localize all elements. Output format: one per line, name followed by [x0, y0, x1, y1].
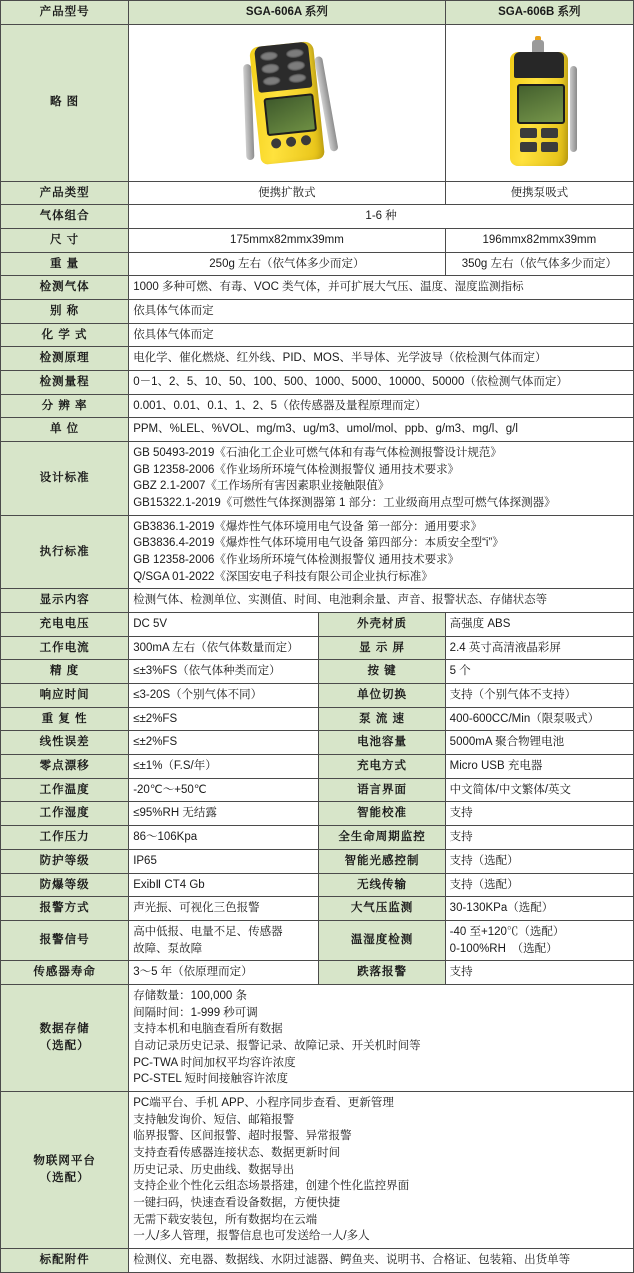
value-ip-rating: IP65: [129, 849, 319, 873]
row-label-range: 检测量程: [1, 371, 129, 395]
row-label-data-storage-line1: 数据存储: [39, 1023, 90, 1036]
value-smart-calibration: 支持: [445, 802, 633, 826]
design-standard-line: GB 12358-2006《作业场所环境气体检测报警仪 通用技术要求》: [133, 463, 460, 476]
row-label-alias: 别 称: [1, 300, 129, 324]
iot-platform-line: 支持查看传感器连接状态、数据更新时间: [133, 1146, 341, 1159]
value-gas-combo: 1-6 种: [129, 205, 634, 229]
design-standard-line: GBZ 2.1-2007《工作场所有害因素职业接触限值》: [133, 480, 390, 493]
row-label-linearity: 线性误差: [1, 731, 129, 755]
row-label-ex-rating: 防爆等级: [1, 873, 129, 897]
value-weight-a: 250g 左右（依气体多少而定）: [129, 252, 445, 276]
table-row-unit: [1, 418, 634, 442]
temp-humidity-line: -40 至+120℃（选配）: [449, 925, 565, 938]
table-row-exec-standard: [1, 515, 634, 589]
exec-standard-line: GB3836.1-2019《爆炸性气体环境用电气设备 第一部分：通用要求》: [133, 520, 483, 533]
row-label-light-sense: 智能光感控制: [319, 849, 445, 873]
design-standard-line: GB 50493-2019《石油化工企业可燃气体和有毒气体检测报警设计规范》: [133, 447, 502, 460]
exec-standard-line: Q/SGA 01-2022《深国安电子科技有限公司企业执行标准》: [133, 570, 433, 583]
value-weight-b: 350g 左右（依气体多少而定）: [445, 252, 633, 276]
value-screen: 2.4 英寸高清液晶彩屏: [445, 636, 633, 660]
value-linearity: ≤±2%FS: [129, 731, 319, 755]
row-label-wireless: 无线传输: [319, 873, 445, 897]
row-label-resolution: 分 辨 率: [1, 394, 129, 418]
table-row-range: [1, 371, 634, 395]
value-alarm-mode: 声光振、可视化三色报警: [129, 897, 319, 921]
value-light-sense: 支持（选配）: [445, 849, 633, 873]
row-label-product-type: 产品类型: [1, 181, 129, 205]
value-response-time: ≤3-20S（个别气体不同）: [129, 684, 319, 708]
table-row-work-pressure: [1, 826, 634, 850]
row-label-work-humidity: 工作湿度: [1, 802, 129, 826]
row-label-data-storage-line2: （选配）: [39, 1039, 90, 1052]
data-storage-line: 自动记录历史记录、报警记录、故障记录、开关机时间等: [133, 1039, 421, 1052]
value-design-standard: [129, 442, 634, 516]
row-label-weight: 重 量: [1, 252, 129, 276]
row-label-battery: 电池容量: [319, 731, 445, 755]
row-label-zero-drift: 零点漂移: [1, 755, 129, 779]
row-label-iot-platform-line1: 物联网平台: [33, 1155, 96, 1168]
value-accuracy: ≤±3%FS（依气体种类而定）: [129, 660, 319, 684]
value-size-a: 175mmx82mmx39mm: [129, 229, 445, 253]
value-data-storage: [129, 984, 634, 1091]
design-standard-line: GB15322.1-2019《可燃性气体探测器第 1 部分：工业级商用点型可燃气体探测器》: [133, 497, 556, 510]
value-unit: PPM、%LEL、%VOL、mg/m3、ug/m3、umol/mol、ppb、g/m3、mg/l、g/l: [129, 418, 634, 442]
row-label-screen: 显 示 屏: [319, 636, 445, 660]
value-work-current: 300mA 左右（依气体数量而定）: [129, 636, 319, 660]
row-label-work-temp: 工作温度: [1, 778, 129, 802]
value-work-pressure: 86～106Kpa: [129, 826, 319, 850]
exec-standard-line: GB3836.4-2019《爆炸性气体环境用电气设备 第四部分：本质安全型“i”》: [133, 537, 504, 550]
value-drop-alarm: 支持: [445, 961, 633, 985]
value-display-content: 检测气体、检测单位、实测值、时间、电池剩余量、声音、报警状态、存储状态等: [129, 589, 634, 613]
value-shell-material: 高强度 ABS: [445, 613, 633, 637]
value-alias: 依具体气体而定: [129, 300, 634, 324]
value-iot-platform: [129, 1091, 634, 1248]
value-accessories: 检测仪、充电器、数据线、水阴过滤器、鳄鱼夹、说明书、合格证、包装箱、出货单等: [129, 1248, 634, 1272]
value-keys: 5 个: [445, 660, 633, 684]
table-row-work-current: [1, 636, 634, 660]
value-range: 0－1、2、5、10、50、100、500、1000、5000、10000、50000（依检测气体而定）: [129, 371, 634, 395]
row-label-sensor-life: 传感器寿命: [1, 961, 129, 985]
row-label-iot-platform: [1, 1091, 129, 1248]
value-alarm-signal: [129, 920, 319, 960]
table-row-charge-voltage: [1, 613, 634, 637]
row-label-size: 尺 寸: [1, 229, 129, 253]
iot-platform-line: 支持企业个性化云组态场景搭建，创建个性化监控界面: [133, 1180, 410, 1193]
iot-platform-line: 历史记录、历史曲线、数据导出: [133, 1163, 295, 1176]
data-storage-line: PC-STEL 短时间接触容许浓度: [133, 1073, 289, 1086]
row-label-detect-gas: 检测气体: [1, 276, 129, 300]
row-label-unit: 单 位: [1, 418, 129, 442]
table-row-sketch: [1, 24, 634, 181]
row-label-exec-standard: 执行标准: [1, 515, 129, 589]
row-label-gas-combo: 气体组合: [1, 205, 129, 229]
row-label-accuracy: 精 度: [1, 660, 129, 684]
table-row-product-type: [1, 181, 634, 205]
row-label-formula: 化 学 式: [1, 323, 129, 347]
row-label-lifecycle-monitor: 全生命周期监控: [319, 826, 445, 850]
row-label-sketch: 略 图: [1, 24, 129, 181]
table-row-ex-rating: [1, 873, 634, 897]
data-storage-line: 支持本机和电脑查看所有数据: [133, 1023, 283, 1036]
table-row-display-content: [1, 589, 634, 613]
row-label-data-storage: [1, 984, 129, 1091]
row-label-alarm-mode: 报警方式: [1, 897, 129, 921]
value-charge-mode: Micro USB 充电器: [445, 755, 633, 779]
table-row-data-storage: [1, 984, 634, 1091]
row-label-display-content: 显示内容: [1, 589, 129, 613]
row-label-ip-rating: 防护等级: [1, 849, 129, 873]
row-label-iot-platform-line2: （选配）: [39, 1171, 90, 1184]
table-row-resolution: [1, 394, 634, 418]
row-label-charge-voltage: 充电电压: [1, 613, 129, 637]
device-image-a-cell: [129, 24, 445, 181]
table-row-response-time: [1, 684, 634, 708]
table-row-design-standard: [1, 442, 634, 516]
value-work-temp: -20℃～+50℃: [129, 778, 319, 802]
value-repeatability: ≤±2%FS: [129, 707, 319, 731]
table-row-alarm-signal: [1, 920, 634, 960]
row-label-drop-alarm: 跌落报警: [319, 961, 445, 985]
value-size-b: 196mmx82mmx39mm: [445, 229, 633, 253]
value-zero-drift: ≤±1%（F.S/年）: [129, 755, 319, 779]
table-row-repeatability: [1, 707, 634, 731]
value-work-humidity: ≤95%RH 无结露: [129, 802, 319, 826]
pump-gas-detector-icon: [510, 40, 568, 166]
table-row-formula: [1, 323, 634, 347]
alarm-signal-line: 高中低报、电量不足、传感器: [133, 925, 283, 938]
value-battery: 5000mA 聚合物锂电池: [445, 731, 633, 755]
table-row-principle: [1, 347, 634, 371]
iot-platform-line: PC端平台、手机 APP、小程序同步查看、更新管理: [133, 1096, 394, 1109]
table-row-linearity: [1, 731, 634, 755]
row-label-charge-mode: 充电方式: [319, 755, 445, 779]
row-label-model: 产品型号: [1, 1, 129, 25]
value-temp-humidity: [445, 920, 633, 960]
row-label-principle: 检测原理: [1, 347, 129, 371]
table-row-ip-rating: [1, 849, 634, 873]
value-charge-voltage: DC 5V: [129, 613, 319, 637]
row-label-unit-switch: 单位切换: [319, 684, 445, 708]
header-model-b: SGA-606B 系列: [445, 1, 633, 25]
row-label-pressure-monitor: 大气压监测: [319, 897, 445, 921]
row-label-alarm-signal: 报警信号: [1, 920, 129, 960]
value-ex-rating: ExibⅡ CT4 Gb: [129, 873, 319, 897]
row-label-smart-calibration: 智能校准: [319, 802, 445, 826]
value-formula: 依具体气体而定: [129, 323, 634, 347]
value-lifecycle-monitor: 支持: [445, 826, 633, 850]
table-row-header: [1, 1, 634, 25]
value-wireless: 支持（选配）: [445, 873, 633, 897]
table-row-size: [1, 229, 634, 253]
value-pump-flow: 400-600CC/Min（限泵吸式）: [445, 707, 633, 731]
value-product-type-a: 便携扩散式: [129, 181, 445, 205]
data-storage-line: PC-TWA 时间加权平均容许浓度: [133, 1056, 296, 1069]
row-label-keys: 按 键: [319, 660, 445, 684]
data-storage-line: 存储数量：100,000 条: [133, 989, 247, 1002]
value-unit-switch: 支持（个别气体不支持）: [445, 684, 633, 708]
value-language: 中文简体/中文繁体/英文: [445, 778, 633, 802]
device-image-b-cell: [445, 24, 633, 181]
value-pressure-monitor: 30-130KPa（选配）: [445, 897, 633, 921]
table-row-work-humidity: [1, 802, 634, 826]
table-row-iot-platform: [1, 1091, 634, 1248]
table-row-sensor-life: [1, 961, 634, 985]
row-label-accessories: 标配附件: [1, 1248, 129, 1272]
table-row-alias: [1, 300, 634, 324]
table-row-detect-gas: [1, 276, 634, 300]
row-label-language: 语言界面: [319, 778, 445, 802]
iot-platform-line: 无需下载安装包，所有数据均在云端: [133, 1213, 318, 1226]
table-row-weight: [1, 252, 634, 276]
table-row-zero-drift: [1, 755, 634, 779]
value-detect-gas: 1000 多种可燃、有毒、VOC 类气体，并可扩展大气压、温度、湿度监测指标: [129, 276, 634, 300]
row-label-temp-humidity: 温湿度检测: [319, 920, 445, 960]
value-product-type-b: 便携泵吸式: [445, 181, 633, 205]
row-label-repeatability: 重 复 性: [1, 707, 129, 731]
exec-standard-line: GB 12358-2006《作业场所环境气体检测报警仪 通用技术要求》: [133, 554, 460, 567]
iot-platform-line: 一键扫码，快速查看设备数据，方便快捷: [133, 1196, 341, 1209]
handheld-gas-detector-icon: [249, 41, 325, 165]
table-row-accuracy: [1, 660, 634, 684]
value-exec-standard: [129, 515, 634, 589]
iot-platform-line: 一人/多人管理，报警信息也可发送给一人/多人: [133, 1230, 370, 1243]
table-row-work-temp: [1, 778, 634, 802]
value-sensor-life: 3～5 年（依原理而定）: [129, 961, 319, 985]
table-row-alarm-mode: [1, 897, 634, 921]
header-model-a: SGA-606A 系列: [129, 1, 445, 25]
table-row-gas-combo: [1, 205, 634, 229]
table-row-accessories: [1, 1248, 634, 1272]
alarm-signal-line: 故障、泵故障: [133, 942, 203, 955]
value-principle: 电化学、催化燃烧、红外线、PID、MOS、半导体、光学波导（依检测气体而定）: [129, 347, 634, 371]
row-label-design-standard: 设计标准: [1, 442, 129, 516]
data-storage-line: 间隔时间：1-999 秒可调: [133, 1006, 258, 1019]
value-resolution: 0.001、0.01、0.1、1、2、5（依传感器及量程原理而定）: [129, 394, 634, 418]
iot-platform-line: 支持触发询价、短信、邮箱报警: [133, 1113, 295, 1126]
row-label-shell-material: 外壳材质: [319, 613, 445, 637]
row-label-work-pressure: 工作压力: [1, 826, 129, 850]
row-label-work-current: 工作电流: [1, 636, 129, 660]
temp-humidity-line: 0-100%RH （选配）: [449, 942, 558, 955]
row-label-pump-flow: 泵 流 速: [319, 707, 445, 731]
iot-platform-line: 临界报警、区间报警、超时报警、异常报警: [133, 1130, 352, 1143]
row-label-response-time: 响应时间: [1, 684, 129, 708]
